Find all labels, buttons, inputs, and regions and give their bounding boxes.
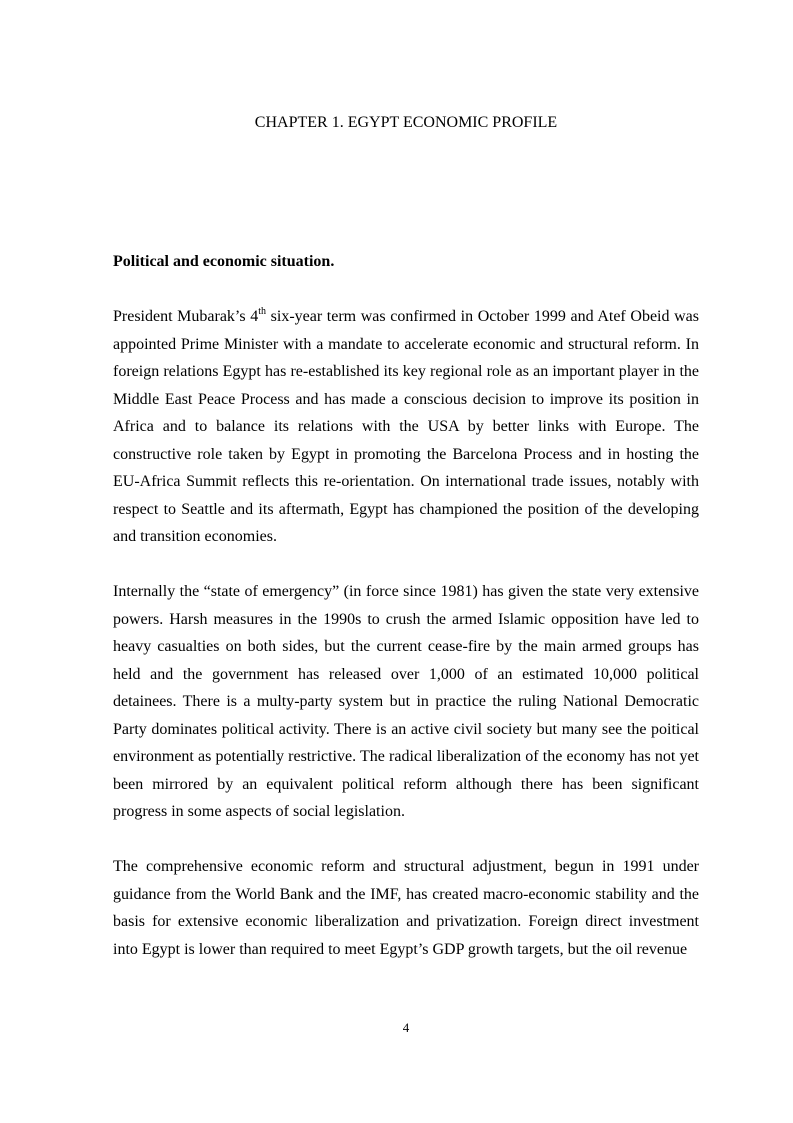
page-number: 4 bbox=[402, 1020, 410, 1035]
paragraph-text: President Mubarak’s 4 bbox=[113, 308, 259, 325]
chapter-title: CHAPTER 1. EGYPT ECONOMIC PROFILE bbox=[254, 114, 558, 131]
paragraph-text: six-year term was confirmed in October 1999 and Atef Obeid was appointed Prime Minister with a mandate to accelerate economic and structural reform. In foreign relations Egypt has re-established its key regional role as an important player in the Middle East Peace Process and has made a conscious decision to improve its position in Africa and to balance its relations with the USA by better links with Europe. The constructive role taken by Egypt in promoting the Barcelona Process and in hosting the EU-Africa Summit reflects this re-orientation. On international trade issues, notably with respect to Seattle and its aftermath, Egypt has championed the position of the developing and transition economies. bbox=[113, 308, 699, 545]
section-heading: Political and economic situation. bbox=[113, 253, 335, 270]
paragraph-mubarak-term bbox=[113, 303, 699, 551]
paragraph-economic-reform: The comprehensive economic reform and structural adjustment, begun in 1991 under guidance from the World Bank and the IMF, has created macro-economic stability and the basis for extensive economic liberalization and privatization. Foreign direct investment into Egypt is lower than required to meet Egypt’s GDP growth targets, but the oil revenue bbox=[113, 858, 699, 958]
ordinal-superscript: th bbox=[258, 306, 267, 317]
paragraph-state-of-emergency: Internally the “state of emergency” (in force since 1981) has given the state very extensive powers. Harsh measures in the 1990s to crush the armed Islamic opposition have led to heavy casualties on both sides, but the current cease-fire by the main armed groups has held and the government has released over 1,000 of an estimated 10,000 political detainees. There is a multy-party system but in practice the ruling National Democratic Party dominates political activity. There is an active civil society but many see the poitical environment as potentially restrictive. The radical liberalization of the economy has not yet been mirrored by an equivalent political reform although there has been significant progress in some aspects of social legislation. bbox=[113, 583, 699, 820]
